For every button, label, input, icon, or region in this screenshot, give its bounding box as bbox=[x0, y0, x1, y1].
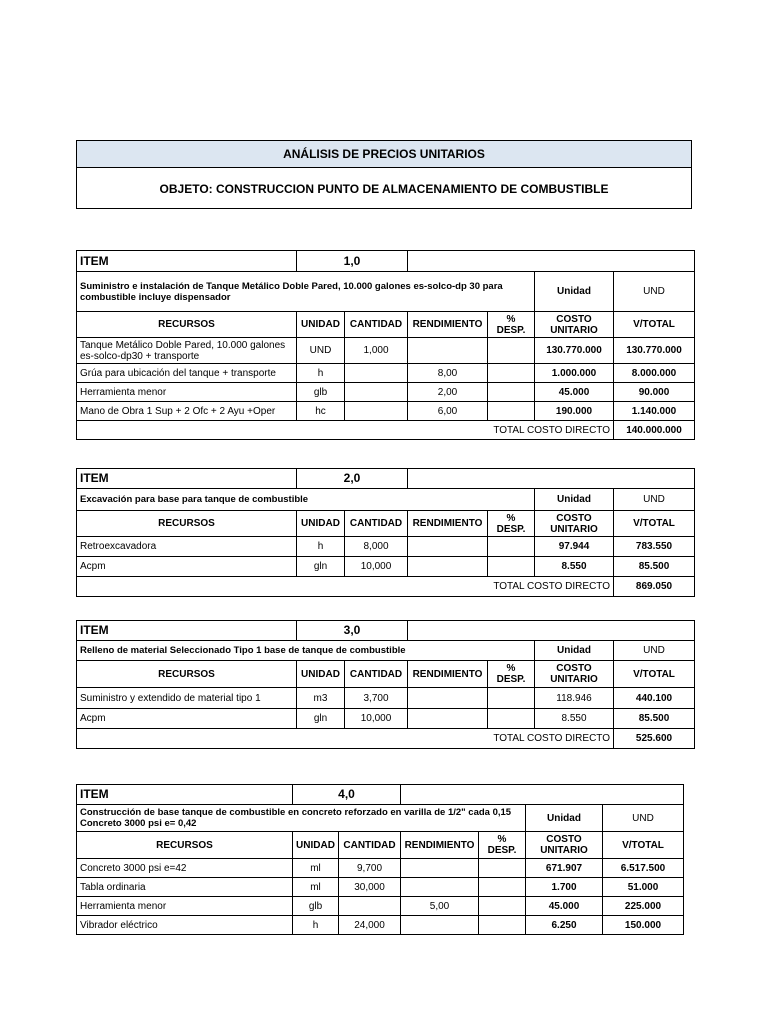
col-rendimiento: RENDIMIENTO bbox=[401, 832, 479, 859]
unidad-label: Unidad bbox=[535, 272, 614, 312]
document-object: OBJETO: CONSTRUCCION PUNTO DE ALMACENAMIENTO DE COMBUSTIBLE bbox=[159, 181, 609, 196]
costo-unitario: 6.250 bbox=[526, 916, 603, 935]
column-header-row bbox=[77, 832, 684, 859]
col-desp: % DESP. bbox=[488, 511, 535, 537]
description-row bbox=[77, 489, 695, 511]
desp bbox=[488, 364, 535, 383]
vtotal: 783.550 bbox=[614, 537, 695, 557]
resource-row bbox=[77, 897, 684, 916]
unidad: gln bbox=[297, 557, 345, 577]
cantidad: 1,000 bbox=[345, 338, 408, 364]
item-number: 1,0 bbox=[297, 251, 408, 272]
desp bbox=[488, 383, 535, 402]
vtotal: 130.770.000 bbox=[614, 338, 695, 364]
cantidad bbox=[345, 402, 408, 421]
unidad: ml bbox=[293, 859, 339, 878]
costo-unitario: 8.550 bbox=[535, 557, 614, 577]
rendimiento bbox=[408, 688, 488, 709]
document-header bbox=[76, 140, 692, 209]
unidad: h bbox=[293, 916, 339, 935]
costo-unitario: 1.000.000 bbox=[535, 364, 614, 383]
rendimiento: 6,00 bbox=[408, 402, 488, 421]
col-cantidad: CANTIDAD bbox=[339, 832, 401, 859]
vtotal: 8.000.000 bbox=[614, 364, 695, 383]
desp bbox=[479, 916, 526, 935]
total-row bbox=[77, 421, 695, 440]
recurso: Mano de Obra 1 Sup + 2 Ofc + 2 Ayu +Oper bbox=[77, 402, 297, 421]
col-desp: % DESP. bbox=[488, 312, 535, 338]
col-unidad: UNIDAD bbox=[297, 511, 345, 537]
vtotal: 1.140.000 bbox=[614, 402, 695, 421]
recurso: Grúa para ubicación del tanque + transporte bbox=[77, 364, 297, 383]
column-header-row bbox=[77, 661, 695, 688]
costo-unitario: 45.000 bbox=[535, 383, 614, 402]
recurso: Acpm bbox=[77, 709, 297, 729]
cantidad: 3,700 bbox=[345, 688, 408, 709]
unidad: hc bbox=[297, 402, 345, 421]
rendimiento bbox=[401, 859, 479, 878]
cantidad bbox=[339, 897, 401, 916]
rendimiento: 5,00 bbox=[401, 897, 479, 916]
resource-row bbox=[77, 557, 695, 577]
item-row bbox=[77, 251, 695, 272]
item-blank bbox=[408, 621, 695, 641]
cantidad: 10,000 bbox=[345, 557, 408, 577]
col-costo-unitario: COSTO UNITARIO bbox=[535, 661, 614, 688]
total-row bbox=[77, 729, 695, 749]
item-label: ITEM bbox=[77, 621, 297, 641]
item-blank bbox=[408, 251, 695, 272]
col-cantidad: CANTIDAD bbox=[345, 511, 408, 537]
unidad-label: Unidad bbox=[526, 805, 603, 832]
rendimiento: 8,00 bbox=[408, 364, 488, 383]
vtotal: 225.000 bbox=[603, 897, 684, 916]
total-value: 525.600 bbox=[614, 729, 695, 749]
col-rendimiento: RENDIMIENTO bbox=[408, 511, 488, 537]
total-label: TOTAL COSTO DIRECTO bbox=[77, 421, 614, 440]
unidad: m3 bbox=[297, 688, 345, 709]
costo-unitario: 671.907 bbox=[526, 859, 603, 878]
apu-table-item-3 bbox=[76, 620, 695, 749]
item-row bbox=[77, 621, 695, 641]
unidad: h bbox=[297, 537, 345, 557]
resource-row bbox=[77, 709, 695, 729]
resource-row bbox=[77, 338, 695, 364]
cantidad: 9,700 bbox=[339, 859, 401, 878]
recurso: Suministro y extendido de material tipo 1 bbox=[77, 688, 297, 709]
recurso: Concreto 3000 psi e=42 bbox=[77, 859, 293, 878]
rendimiento bbox=[401, 916, 479, 935]
recurso: Retroexcavadora bbox=[77, 537, 297, 557]
costo-unitario: 8.550 bbox=[535, 709, 614, 729]
col-unidad: UNIDAD bbox=[293, 832, 339, 859]
item-blank bbox=[408, 469, 695, 489]
cantidad bbox=[345, 383, 408, 402]
item-number: 3,0 bbox=[297, 621, 408, 641]
item-row bbox=[77, 469, 695, 489]
cantidad: 30,000 bbox=[339, 878, 401, 897]
col-rendimiento: RENDIMIENTO bbox=[408, 312, 488, 338]
column-header-row bbox=[77, 312, 695, 338]
costo-unitario: 130.770.000 bbox=[535, 338, 614, 364]
description-row bbox=[77, 272, 695, 312]
col-unidad: UNIDAD bbox=[297, 661, 345, 688]
desp bbox=[488, 402, 535, 421]
col-costo-unitario: COSTO UNITARIO bbox=[535, 312, 614, 338]
item-blank bbox=[401, 785, 684, 805]
recurso: Tanque Metálico Doble Pared, 10.000 galones es-solco-dp30 + transporte bbox=[77, 338, 297, 364]
col-desp: % DESP. bbox=[479, 832, 526, 859]
vtotal: 85.500 bbox=[614, 709, 695, 729]
total-value: 869.050 bbox=[614, 577, 695, 597]
recurso: Acpm bbox=[77, 557, 297, 577]
description-row bbox=[77, 805, 684, 832]
rendimiento bbox=[408, 338, 488, 364]
column-header-row bbox=[77, 511, 695, 537]
col-costo-unitario: COSTO UNITARIO bbox=[535, 511, 614, 537]
costo-unitario: 118.946 bbox=[535, 688, 614, 709]
recurso: Tabla ordinaria bbox=[77, 878, 293, 897]
resource-row bbox=[77, 402, 695, 421]
vtotal: 90.000 bbox=[614, 383, 695, 402]
desp bbox=[488, 688, 535, 709]
unidad: glb bbox=[297, 383, 345, 402]
desp bbox=[479, 897, 526, 916]
cantidad bbox=[345, 364, 408, 383]
unidad-label: Unidad bbox=[535, 641, 614, 661]
col-vtotal: V/TOTAL bbox=[614, 312, 695, 338]
col-vtotal: V/TOTAL bbox=[614, 511, 695, 537]
col-recursos: RECURSOS bbox=[77, 832, 293, 859]
vtotal: 85.500 bbox=[614, 557, 695, 577]
costo-unitario: 45.000 bbox=[526, 897, 603, 916]
total-label: TOTAL COSTO DIRECTO bbox=[77, 577, 614, 597]
desp bbox=[488, 537, 535, 557]
description-row bbox=[77, 641, 695, 661]
item-description: Excavación para base para tanque de combustible bbox=[77, 489, 535, 511]
col-cantidad: CANTIDAD bbox=[345, 661, 408, 688]
desp bbox=[479, 859, 526, 878]
vtotal: 440.100 bbox=[614, 688, 695, 709]
resource-row bbox=[77, 688, 695, 709]
resource-row bbox=[77, 383, 695, 402]
rendimiento bbox=[408, 557, 488, 577]
cantidad: 8,000 bbox=[345, 537, 408, 557]
vtotal: 6.517.500 bbox=[603, 859, 684, 878]
col-recursos: RECURSOS bbox=[77, 661, 297, 688]
resource-row bbox=[77, 916, 684, 935]
recurso: Herramienta menor bbox=[77, 897, 293, 916]
vtotal: 51.000 bbox=[603, 878, 684, 897]
col-cantidad: CANTIDAD bbox=[345, 312, 408, 338]
rendimiento bbox=[408, 709, 488, 729]
total-label: TOTAL COSTO DIRECTO bbox=[77, 729, 614, 749]
item-row bbox=[77, 785, 684, 805]
costo-unitario: 97.944 bbox=[535, 537, 614, 557]
desp bbox=[488, 557, 535, 577]
item-description: Relleno de material Seleccionado Tipo 1 base de tanque de combustible bbox=[77, 641, 535, 661]
item-unit: UND bbox=[614, 641, 695, 661]
resource-row bbox=[77, 537, 695, 557]
item-number: 2,0 bbox=[297, 469, 408, 489]
apu-table-item-1 bbox=[76, 250, 695, 440]
apu-table-item-4 bbox=[76, 784, 684, 935]
col-rendimiento: RENDIMIENTO bbox=[408, 661, 488, 688]
total-value: 140.000.000 bbox=[614, 421, 695, 440]
desp bbox=[479, 878, 526, 897]
vtotal: 150.000 bbox=[603, 916, 684, 935]
item-unit: UND bbox=[614, 272, 695, 312]
costo-unitario: 1.700 bbox=[526, 878, 603, 897]
item-description: Construcción de base tanque de combustible en concreto reforzado en varilla de 1/2" cada 0,15 Concreto 3000 psi e= 0,42 bbox=[77, 805, 526, 832]
recurso: Herramienta menor bbox=[77, 383, 297, 402]
item-unit: UND bbox=[614, 489, 695, 511]
recurso: Vibrador eléctrico bbox=[77, 916, 293, 935]
col-recursos: RECURSOS bbox=[77, 312, 297, 338]
rendimiento: 2,00 bbox=[408, 383, 488, 402]
desp bbox=[488, 338, 535, 364]
resource-row bbox=[77, 364, 695, 383]
col-vtotal: V/TOTAL bbox=[614, 661, 695, 688]
unidad: h bbox=[297, 364, 345, 383]
costo-unitario: 190.000 bbox=[535, 402, 614, 421]
unidad: gln bbox=[297, 709, 345, 729]
cantidad: 10,000 bbox=[345, 709, 408, 729]
rendimiento bbox=[401, 878, 479, 897]
apu-table-item-2 bbox=[76, 468, 695, 597]
total-row bbox=[77, 577, 695, 597]
item-unit: UND bbox=[603, 805, 684, 832]
rendimiento bbox=[408, 537, 488, 557]
resource-row bbox=[77, 878, 684, 897]
col-desp: % DESP. bbox=[488, 661, 535, 688]
col-unidad: UNIDAD bbox=[297, 312, 345, 338]
item-label: ITEM bbox=[77, 251, 297, 272]
unidad: glb bbox=[293, 897, 339, 916]
resource-row bbox=[77, 859, 684, 878]
item-label: ITEM bbox=[77, 469, 297, 489]
unidad-label: Unidad bbox=[535, 489, 614, 511]
col-costo-unitario: COSTO UNITARIO bbox=[526, 832, 603, 859]
desp bbox=[488, 709, 535, 729]
cantidad: 24,000 bbox=[339, 916, 401, 935]
item-number: 4,0 bbox=[293, 785, 401, 805]
unidad: UND bbox=[297, 338, 345, 364]
item-description: Suministro e instalación de Tanque Metálico Doble Pared, 10.000 galones es-solco-dp 30 para combustible incluye dispensador bbox=[77, 272, 535, 312]
unidad: ml bbox=[293, 878, 339, 897]
document-title: ANÁLISIS DE PRECIOS UNITARIOS bbox=[77, 141, 691, 168]
item-label: ITEM bbox=[77, 785, 293, 805]
col-vtotal: V/TOTAL bbox=[603, 832, 684, 859]
col-recursos: RECURSOS bbox=[77, 511, 297, 537]
